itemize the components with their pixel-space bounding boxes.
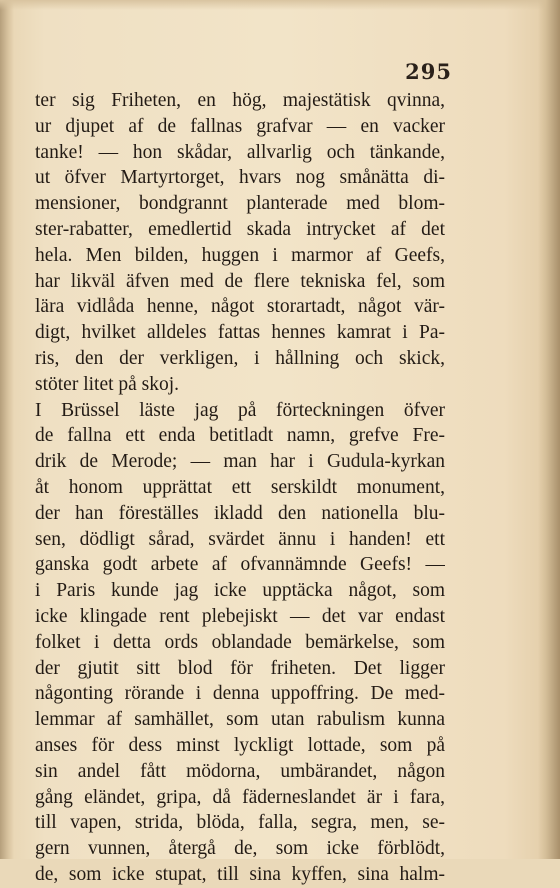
text-line: folket i detta ords oblandade bemärkelse, som bbox=[35, 631, 445, 653]
text-line: sin andel fått mödorna, umbärandet, någon bbox=[35, 760, 445, 782]
text-line: digt, hvilket alldeles fattas hennes kamrat i Pa- bbox=[35, 322, 445, 344]
text-line: i Paris kunde jag icke upptäcka något, som bbox=[35, 580, 445, 602]
text-line: ur djupet af de fallnas grafvar — en vacker bbox=[35, 115, 445, 137]
page-right-edge bbox=[538, 0, 560, 859]
text-line: ut öfver Martyrtorget, hvars nog smånätta di- bbox=[35, 167, 445, 189]
text-line: de, som icke stupat, till sina kyffen, sina halm- bbox=[35, 863, 445, 885]
text-line: lemmar af samhället, som utan rabulism kunna bbox=[35, 709, 445, 731]
page-gutter-shadow bbox=[0, 0, 14, 859]
text-line-paragraph-end: stöter litet på skoj. bbox=[35, 373, 180, 395]
text-line: anses för dess minst lyckligt lottade, som på bbox=[35, 734, 445, 756]
text-line: åt honom upprättat ett serskildt monument, bbox=[35, 476, 445, 498]
text-line: ster-rabatter, emedlertid skada intrycket af det bbox=[35, 218, 445, 240]
text-line: I Brüssel läste jag på förteckningen öfver bbox=[35, 399, 445, 421]
text-line: ganska godt arbete af ofvannämnde Geefs! — bbox=[35, 554, 445, 576]
text-line: har likväl äfven med de flere tekniska fel, som bbox=[35, 270, 445, 292]
text-line: sen, dödligt sårad, svärdet ännu i handen! ett bbox=[35, 528, 445, 550]
page-top-edge bbox=[0, 0, 560, 10]
text-line: ris, den der verkligen, i hållning och skick, bbox=[35, 347, 445, 369]
text-line: mensioner, bondgrannt planterade med blom- bbox=[35, 193, 445, 215]
page-number: 295 bbox=[405, 59, 452, 84]
text-line: der gjutit sitt blod för friheten. Det ligger bbox=[35, 657, 445, 679]
text-line: till vapen, strida, blöda, falla, segra, men, se- bbox=[35, 812, 445, 834]
text-line: någonting rörande i denna uppoffring. De med- bbox=[35, 683, 445, 705]
text-line: gern vunnen, återgå de, som icke förblödt, bbox=[35, 838, 445, 860]
text-line: icke klingade rent plebejiskt — det var endast bbox=[35, 605, 445, 627]
text-line: ter sig Friheten, en hög, majestätisk qvinna, bbox=[35, 90, 445, 111]
text-line: tanke! — hon skådar, allvarlig och tänkande, bbox=[35, 141, 445, 163]
text-line: de fallna ett enda betitladt namn, grefve Fre- bbox=[35, 425, 445, 447]
text-line: gång eländet, gripa, då fäderneslandet är i fara, bbox=[35, 786, 445, 808]
text-line: der han föreställes ikladd den nationella blu- bbox=[35, 502, 445, 524]
body-text bbox=[35, 88, 445, 888]
text-line: drik de Merode; — man har i Gudula-kyrkan bbox=[35, 451, 445, 473]
text-line: hela. Men bilden, huggen i marmor af Geefs, bbox=[35, 244, 445, 266]
text-line: lära vidlåda henne, något storartadt, något vär- bbox=[35, 296, 445, 318]
